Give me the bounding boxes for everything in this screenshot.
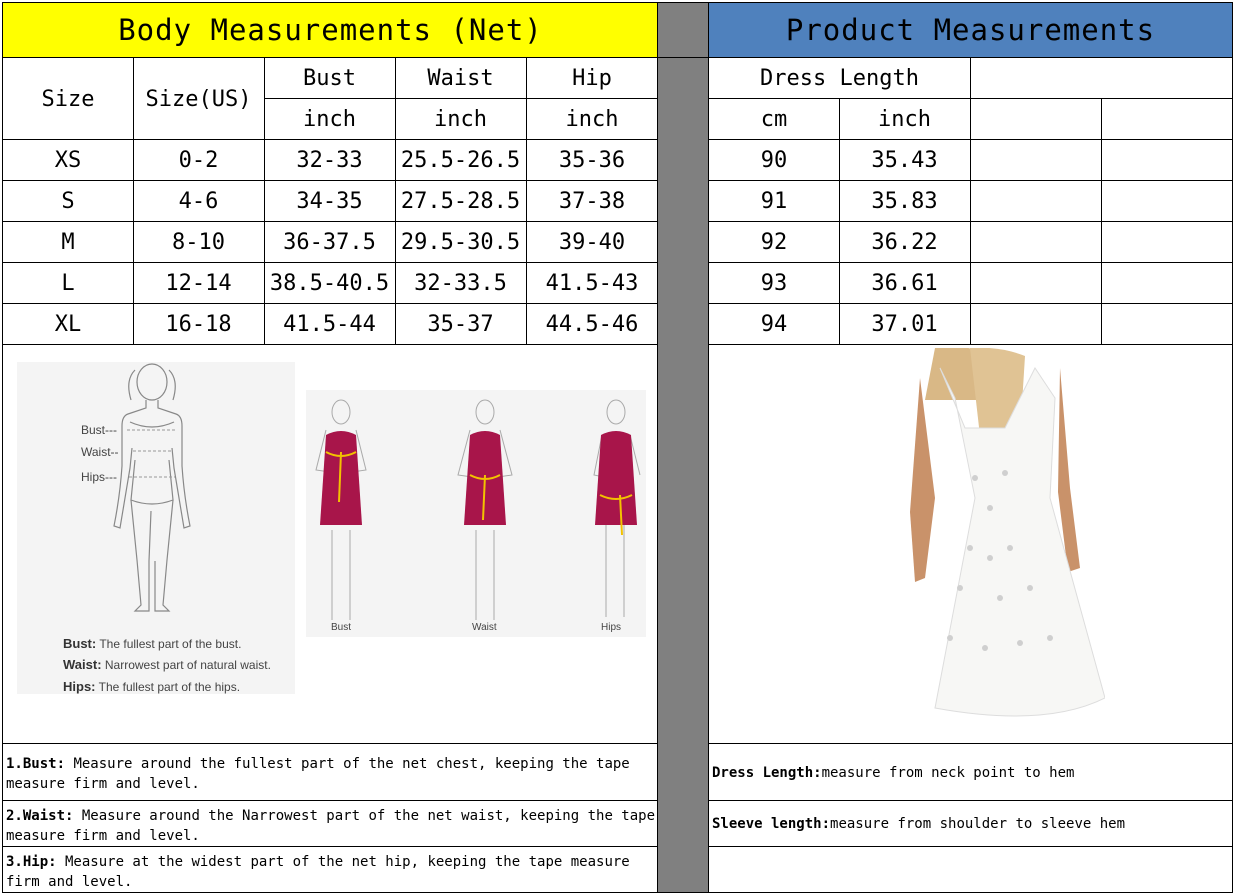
header-waist: Waist	[427, 66, 494, 91]
divider-column	[658, 3, 709, 345]
cell-size: M	[61, 230, 75, 255]
cell-bust: 41.5-44	[283, 312, 376, 337]
how-to-measure-figure	[306, 390, 646, 637]
cell-size-us: 12-14	[165, 271, 232, 296]
body-measurements-title: Body Measurements (Net)	[3, 3, 658, 57]
cell-bust: 38.5-40.5	[269, 271, 390, 296]
cell-inch: 36.61	[871, 271, 938, 296]
product-measurements-title: Product Measurements	[709, 3, 1232, 57]
cell-hip: 41.5-43	[545, 271, 639, 296]
hips-marker-label: Hips---	[81, 470, 117, 484]
note-hip: 3.Hip: Measure at the widest part of the net hip, keeping the tape measure firm and level.	[6, 854, 630, 890]
header-size: Size	[41, 86, 95, 112]
header-waist-unit: inch	[434, 107, 487, 132]
cell-inch: 35.43	[871, 148, 938, 173]
header-cm: cm	[760, 107, 788, 132]
header-hip: Hip	[572, 66, 612, 91]
cell-waist: 25.5-26.5	[400, 148, 521, 173]
cell-hip: 39-40	[558, 230, 626, 255]
legend-waist: Waist: Narrowest part of natural waist.	[63, 657, 271, 672]
cell-inch: 37.01	[871, 312, 938, 337]
cell-size-us: 8-10	[172, 230, 225, 255]
dress-figures-illustration	[306, 390, 646, 637]
note-dress-length: Dress Length: measure from neck point to hem	[712, 764, 1075, 781]
cell-cm: 92	[760, 230, 788, 255]
caption-waist: Waist	[472, 622, 497, 633]
cell-bust: 34-35	[296, 189, 363, 214]
header-hip-unit: inch	[565, 107, 619, 132]
cell-bust: 36-37.5	[283, 230, 376, 255]
cell-waist: 35-37	[427, 312, 494, 337]
cell-bust: 32-33	[296, 148, 363, 173]
caption-hips: Hips	[601, 622, 622, 633]
body-measure-figure	[17, 362, 295, 694]
cell-cm: 91	[760, 189, 788, 214]
cell-size: XS	[54, 148, 82, 173]
cell-waist: 27.5-28.5	[400, 189, 521, 214]
note-bust: 1.Bust: Measure around the fullest part of the net chest, keeping the tape measure firm and level.	[6, 756, 630, 792]
header-bust: Bust	[303, 66, 356, 91]
waist-marker-label: Waist--	[81, 445, 119, 459]
cell-waist: 29.5-30.5	[400, 230, 521, 255]
cell-hip: 44.5-46	[545, 312, 639, 337]
cell-size-us: 0-2	[178, 148, 219, 173]
note-sleeve-length: Sleeve length: measure from shoulder to sleeve hem	[712, 816, 1126, 832]
product-photo	[880, 348, 1105, 736]
cell-inch: 36.22	[871, 230, 938, 255]
header-inch: inch	[878, 107, 931, 132]
cell-cm: 93	[760, 271, 788, 296]
note-waist: 2.Waist: Measure around the Narrowest part of the net waist, keeping the tape measure firm and level.	[6, 808, 656, 844]
body-outline-illustration	[17, 362, 295, 622]
divider-column-lower	[658, 345, 709, 892]
header-dress-length: Dress Length	[760, 66, 919, 91]
cell-waist: 32-33.5	[414, 271, 507, 296]
cell-cm: 90	[760, 148, 788, 173]
white-dress-photo	[880, 348, 1105, 736]
cell-size: L	[61, 271, 75, 296]
cell-size: S	[61, 189, 75, 214]
cell-size: XL	[54, 312, 82, 337]
cell-size-us: 4-6	[178, 189, 219, 214]
cell-size-us: 16-18	[165, 312, 232, 337]
header-bust-unit: inch	[303, 107, 356, 132]
bust-marker-label: Bust---	[81, 423, 117, 437]
cell-cm: 94	[760, 312, 788, 337]
cell-hip: 37-38	[558, 189, 626, 214]
cell-inch: 35.83	[871, 189, 938, 214]
cell-hip: 35-36	[558, 148, 626, 173]
caption-bust: Bust	[331, 622, 352, 633]
header-size-us: Size(US)	[145, 86, 252, 112]
legend-bust: Bust: The fullest part of the bust.	[63, 636, 242, 651]
legend-hips: Hips: The fullest part of the hips.	[63, 679, 241, 694]
